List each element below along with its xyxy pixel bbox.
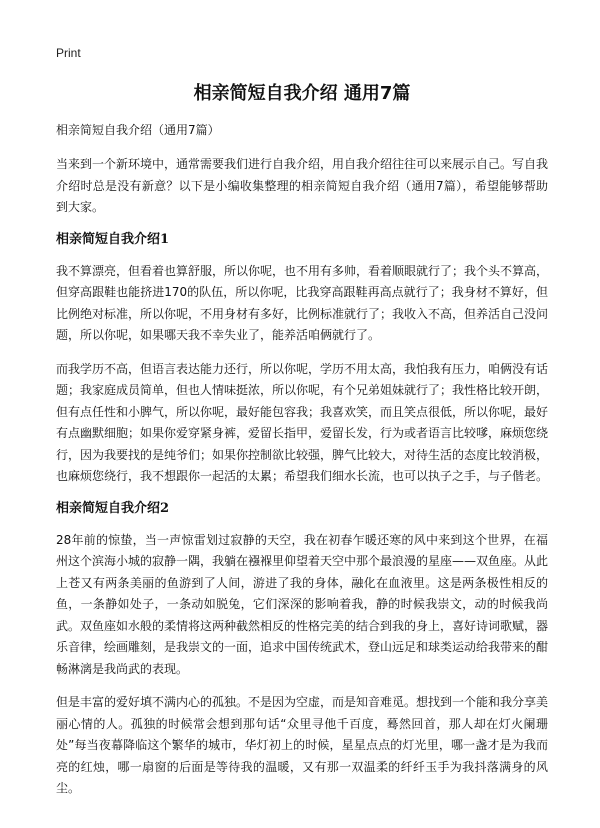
section-paragraph: 28年前的惊蛰，当一声惊雷划过寂静的天空，我在初春乍暖还寒的风中来到这个世界，在福州这个滨海小城的寂静一隅，我躺在襁褓里仰望着天空中那个最浪漫的星座——双鱼座。从此上苍又有两条美丽的鱼游到了人间，游进了我的身体，融化在血液里。这是两条极性相反的鱼，一条静如处子，一条动如脱兔，它们深深的影响着我，静的时候我崇文，动的时候我尚武。双鱼座如水般的柔情将这两种截然相反的性格完美的结合到我的身上，喜好诗词歌赋，器乐音律，绘画雕刻，是我崇文的一面，追求中国传统武术，登山远足和球类运动给我带来的酣畅淋漓是我尚武的表现。 — [56, 532, 549, 676]
section-heading: 相亲简短自我介绍1 — [56, 231, 170, 247]
section-paragraph: 而我学历不高，但语言表达能力还行，所以你呢，学历不用太高，我怕我有压力，咱俩没有话题；我家庭成员简单，但也人情味挺浓，所以你呢，有个兄弟姐妹就行了；我性格比较开朗，但有点任性和小脾气，所以你呢，最好能包容我；我喜欢笑，而且笑点很低，所以你呢，最好有点幽默细胞；如果你爱穿紧身裤，爱留长指甲，爱留长发，行为或者语言比较嗲，麻烦您绕行，因为我要找的是纯爷们；如果你控制欲比较强，脾气比较大，对待生活的态度比较消极，也麻烦您绕行，我不想跟你一起活的太累；希望我们细水长流，也可以执子之手，与子偕老。 — [56, 361, 549, 483]
section-heading: 相亲简短自我介绍2 — [56, 500, 170, 516]
intro-paragraph: 当来到一个新环境中，通常需要我们进行自我介绍，用自我介绍往往可以来展示自己。写自我介绍时总是没有新意？以下是小编收集整理的相亲简短自我介绍（通用7篇），希望能够帮助到大家。 — [56, 157, 549, 214]
document-title: 相亲简短自我介绍 通用7篇 — [193, 83, 411, 104]
document-subtitle: 相亲简短自我介绍（通用7篇） — [56, 123, 220, 137]
section-paragraph: 但是丰富的爱好填不满内心的孤独。不是因为空虚，而是知音难觅。想找到一个能和我分享美丽心情的人。孤独的时候常会想到那句话“众里寻他千百度，蓦然回首，那人却在灯火阑珊处”每当夜幕降临这个繁华的城市，华灯初上的时候，星星点点的灯光里，哪一盏才是为我而亮的红烛，哪一扇窗的后面是等待我的温暖，又有那一双温柔的纤纤玉手为我抖落满身的风尘。 — [56, 695, 549, 795]
section-paragraph: 我不算漂亮，但看着也算舒服，所以你呢，也不用有多帅，看着顺眼就行了；我个头不算高，但穿高跟鞋也能挤进170的队伍，所以你呢，比我穿高跟鞋再高点就行了；我身材不算好，但比例绝对标准，所以你呢，不用身材有多好，比例标准就行了；我收入不高，但养活自己没问题，所以你呢，如果哪天我不幸失业了，能养活咱俩就行了。 — [56, 263, 549, 342]
print-link[interactable]: Print — [56, 46, 81, 60]
